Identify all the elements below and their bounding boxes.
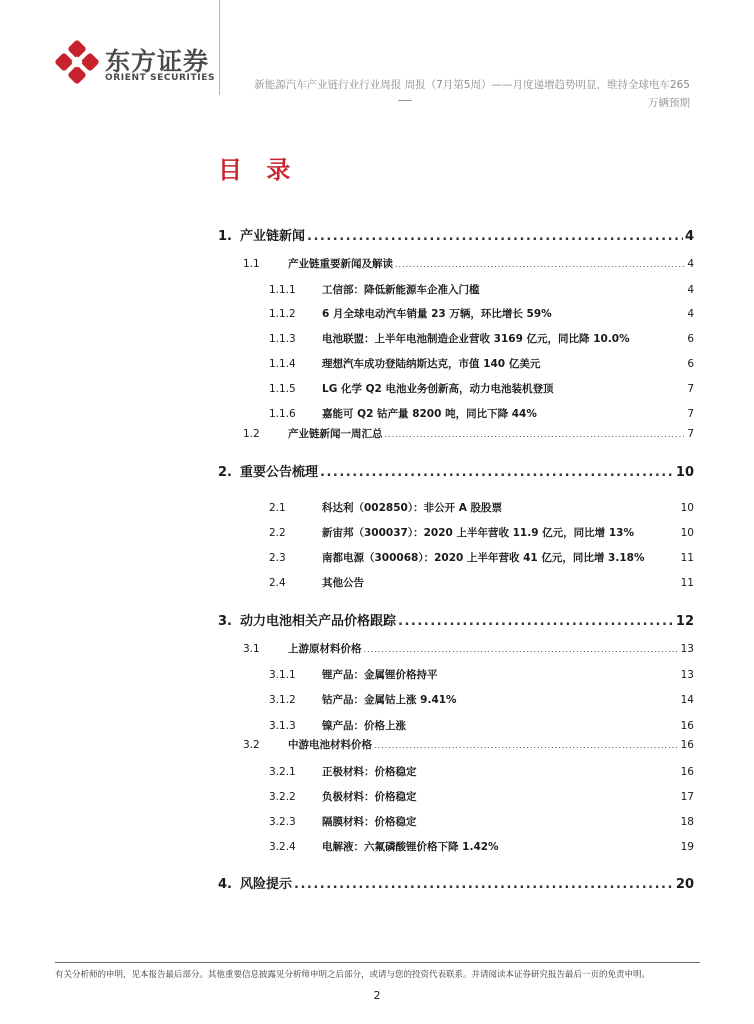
toc-page: 10 [680,502,694,514]
toc-number: 3.2.1 [269,766,296,778]
toc-page: 10 [680,527,694,539]
toc-leader [374,739,679,751]
toc-number: 1.1.6 [269,408,296,420]
toc-entry-1-1-3[interactable] [269,331,694,346]
toc-entry-2-1[interactable] [269,500,694,515]
toc-number: 2. [218,465,232,480]
toc-entry-3-1-3[interactable] [269,718,694,733]
toc-entry-2[interactable] [218,461,694,480]
toc-text: 电解液：六氟磷酸锂价格下降 1.42% [322,841,499,853]
toc-entry-3-2-2[interactable] [269,789,694,804]
toc-text: 产业链重要新闻及解读 [288,258,393,270]
footer-divider [55,962,700,963]
toc-text: 上游原材料价格 [288,643,362,655]
toc-page: 18 [680,816,694,828]
toc-text: 工信部：降低新能源车企准入门槛 [322,284,480,296]
toc-number: 1.1.2 [269,308,296,320]
toc-leader [364,643,679,655]
toc-entry-2-2[interactable] [269,525,694,540]
toc-page: 4 [687,284,694,296]
toc-page: 16 [680,720,694,732]
toc-leader [398,614,674,629]
toc-text: 风险提示 [240,877,293,892]
toc-text: 钴产品：金属钴上涨 9.41% [322,694,457,706]
toc-number: 2.3 [269,552,286,564]
logo-chinese-name: 东方证券 [105,47,210,76]
toc-text: 电池联盟：上半年电池制造企业营收 3169 亿元，同比降 10.0% [322,333,630,345]
page-number: 2 [373,989,381,1002]
toc-entry-3-2-4[interactable] [269,839,694,854]
header-dash [398,100,412,101]
toc-number: 2.1 [269,502,286,514]
orient-securities-logo-icon [55,40,99,84]
toc-page: 16 [680,766,694,778]
toc-text: 新宙邦（300037）：2020 上半年营收 11.9 亿元，同比增 13% [322,527,634,539]
toc-entry-1-1-4[interactable] [269,356,694,371]
toc-number: 3.2.3 [269,816,296,828]
toc-number: 1.1.5 [269,383,296,395]
toc-entry-1[interactable] [218,225,694,244]
toc-text: 中游电池材料价格 [288,739,372,751]
toc-entry-3-2-3[interactable] [269,814,694,829]
toc-text: 正极材料：价格稳定 [322,766,417,778]
toc-page: 11 [680,552,694,564]
toc-page: 4 [684,229,694,244]
toc-entry-3-1-1[interactable] [269,667,694,682]
toc-number: 1.1.3 [269,333,296,345]
toc-leader [294,877,674,892]
toc-page: 13 [680,669,694,681]
toc-number: 1.1 [243,258,260,270]
toc-number: 3.2.4 [269,841,296,853]
toc-text: 6 月全球电动汽车销量 23 万辆，环比增长 59% [322,308,552,320]
toc-entry-2-4[interactable] [269,575,694,590]
toc-number: 4. [218,877,232,892]
footer-disclaimer: 有关分析师的申明，见本报告最后部分。其他重要信息披露见分析师申明之后部分，或请与您的投资代表联系。并请阅读本证券研究报告最后一页的免责申明。 [55,970,651,980]
toc-page: 12 [675,614,694,629]
toc-leader [385,428,686,440]
toc-text: 动力电池相关产品价格跟踪 [240,614,397,629]
toc-entry-1-1-5[interactable] [269,381,694,396]
toc-text: 科达利（002850）：非公开 A 股股票 [322,502,503,514]
toc-page: 7 [687,383,694,395]
toc-text: 负极材料：价格稳定 [322,791,417,803]
toc-number: 3.1 [243,643,260,655]
report-header-line-1: 新能源汽车产业链行业行业周报 周报（7月第5周）——月度递增趋势明显，维持全球电车265 [254,79,690,91]
toc-text: 其他公告 [322,577,364,589]
toc-text: 重要公告梳理 [240,465,319,480]
toc-page: 4 [687,308,694,320]
toc-entry-3[interactable] [218,610,694,629]
toc-number: 2.2 [269,527,286,539]
toc-entry-1-1-6[interactable] [269,406,694,421]
toc-page: 10 [675,465,694,480]
toc-text: LG 化学 Q2 电池业务创新高，动力电池装机登顶 [322,383,554,395]
toc-number: 3.1.1 [269,669,296,681]
toc-number: 1.1.1 [269,284,296,296]
toc-entry-3-2-1[interactable] [269,764,694,779]
toc-text: 锂产品：金属锂价格持平 [322,669,438,681]
toc-text: 隔膜材料：价格稳定 [322,816,417,828]
toc-page: 17 [680,791,694,803]
toc-text: 理想汽车成功登陆纳斯达克，市值 140 亿美元 [322,358,541,370]
toc-text: 产业链新闻一周汇总 [288,428,383,440]
toc-page: 11 [680,577,694,589]
toc-page: 14 [680,694,694,706]
toc-number: 3.2.2 [269,791,296,803]
toc-number: 1.2 [243,428,260,440]
toc-number: 2.4 [269,577,286,589]
header-divider [219,0,220,95]
toc-page: 6 [687,333,694,345]
toc-text: 镍产品：价格上涨 [322,720,406,732]
toc-entry-1-1-1[interactable] [269,282,694,297]
toc-number: 3.1.2 [269,694,296,706]
toc-entry-1-1-2[interactable] [269,306,694,321]
toc-entry-4[interactable] [218,873,694,892]
toc-number: 1.1.4 [269,358,296,370]
page-title: 目 录 [218,156,299,184]
toc-page: 6 [687,358,694,370]
toc-entry-1-1[interactable] [243,256,694,271]
toc-text: 产业链新闻 [240,229,306,244]
toc-page: 13 [680,643,694,655]
toc-page: 4 [687,258,694,270]
toc-number: 3.1.3 [269,720,296,732]
toc-page: 7 [687,428,694,440]
toc-leader [307,229,683,244]
toc-leader [320,465,674,480]
toc-text: 南都电源（300068）：2020 上半年营收 41 亿元，同比增 3.18% [322,552,645,564]
toc-number: 3. [218,614,232,629]
toc-leader [395,258,685,270]
toc-page: 16 [680,739,694,751]
toc-entry-3-1[interactable] [243,641,694,656]
toc-entry-3-2[interactable] [243,737,694,752]
report-header-line-2: 万辆预期 [648,97,690,109]
logo-english-name: ORIENT SECURITIES [105,73,216,83]
toc-number: 3.2 [243,739,260,751]
toc-entry-3-1-2[interactable] [269,692,694,707]
toc-number: 1. [218,229,232,244]
toc-entry-2-3[interactable] [269,550,694,565]
toc-page: 7 [687,408,694,420]
toc-text: 嘉能可 Q2 钴产量 8200 吨，同比下降 44% [322,408,537,420]
toc-page: 20 [675,877,694,892]
toc-entry-1-2[interactable] [243,426,694,441]
toc-page: 19 [680,841,694,853]
